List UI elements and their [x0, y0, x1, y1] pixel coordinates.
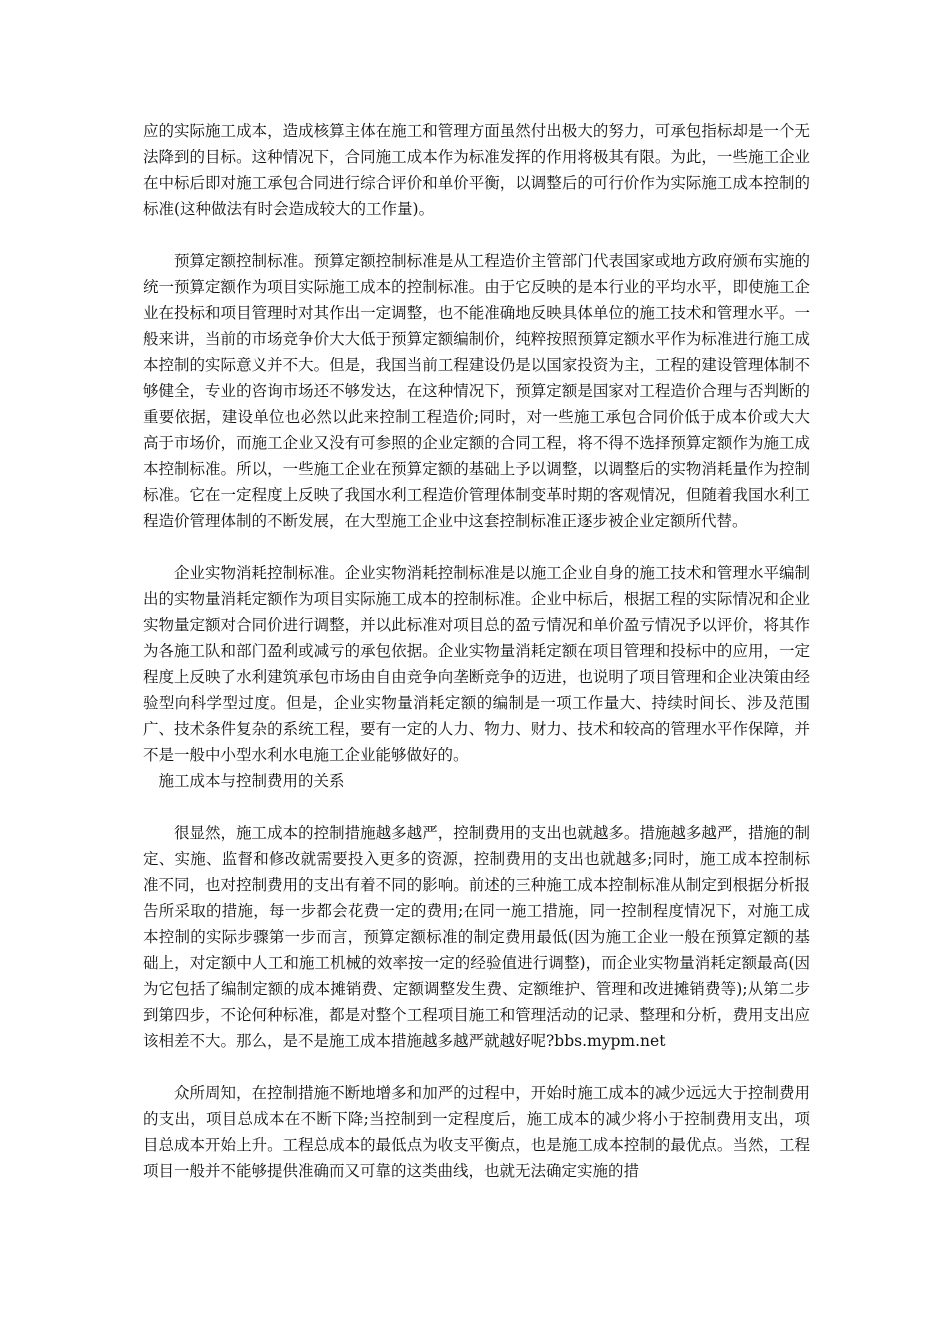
- paragraph-spacer: [143, 1054, 810, 1080]
- paragraph-spacer: [143, 794, 810, 820]
- paragraph-spacer: [143, 534, 810, 560]
- section-heading: 施工成本与控制费用的关系: [158, 772, 345, 790]
- paragraph-cost-control-relation: 很显然，施工成本的控制措施越多越严，控制费用的支出也就越多。措施越多越严，措施的制定、实施、监督和修改就需要投入更多的资源，控制费用的支出也就越多;同时，施工成本控制标准不同，也对控制费用的支出有着不同的影响。前述的三种施工成本控制标准从制定到根据分析报告所采取的措施，每一步都会花费一定的费用;在同一施工措施，同一控制程度情况下，对施工成本控制的实际步骤第一步而言，预算定额标准的制定费用最低(因为施工企业一般在预算定额的基础上，对定额中人工和施工机械的效率按一定的经验值进行调整)，而企业实物量消耗定额最高(因为它包括了编制定额的成本摊销费、定额调整发生费、定额维护、管理和改进摊销费等);从第二步到第四步，不论何种标准，都是对整个工程项目施工和管理活动的记录、整理和分析，费用支出应该相差不大。那么，是不是施工成本措施越多越严就越好呢?bbs.mypm.net: [143, 824, 810, 1050]
- paragraph-total-cost-curve: 众所周知，在控制措施不断地增多和加严的过程中，开始时施工成本的减少远远大于控制费用的支出，项目总成本在不断下降;当控制到一定程度后，施工成本的减少将小于控制费用支出，项目总成本开始上升。工程总成本的最低点为收支平衡点，也是施工成本控制的最优点。当然，工程项目一般并不能够提供准确而又可靠的这类曲线，也就无法确定实施的措: [143, 1084, 810, 1180]
- paragraph-budget-quota: 预算定额控制标准。预算定额控制标准是从工程造价主管部门代表国家或地方政府颁布实施的统一预算定额作为项目实际施工成本的控制标准。由于它反映的是本行业的平均水平，即使施工企业在投标和项目管理时对其作出一定调整，也不能准确地反映具体单位的施工技术和管理水平。一般来讲，当前的市场竞争价大大低于预算定额编制价，纯粹按照预算定额水平作为标准进行施工成本控制的实际意义并不大。但是，我国当前工程建设仍是以国家投资为主，工程的建设管理体制不够健全，专业的咨询市场还不够发达，在这种情况下，预算定额是国家对工程造价合理与否判断的重要依据，建设单位也必然以此来控制工程造价;同时，对一些施工承包合同价低于成本价或大大高于市场价，而施工企业又没有可参照的企业定额的合同工程，将不得不选择预算定额作为施工成本控制标准。所以，一些施工企业在预算定额的基础上予以调整，以调整后的实物消耗量作为控制标准。它在一定程度上反映了我国水利工程造价管理体制变革时期的客观情况，但随着我国水利工程造价管理体制的不断发展，在大型施工企业中这套控制标准正逐步被企业定额所代替。: [143, 252, 810, 530]
- paragraph-spacer: [143, 222, 810, 248]
- paragraph-contract-cost: 应的实际施工成本，造成核算主体在施工和管理方面虽然付出极大的努力，可承包指标却是一个无法降到的目标。这种情况下，合同施工成本作为标准发挥的作用将极其有限。为此，一些施工企业在中标后即对施工承包合同进行综合评价和单价平衡，以调整后的可行价作为实际施工成本控制的标准(这种做法有时会造成较大的工作量)。: [143, 122, 810, 218]
- document-body: [143, 118, 810, 1184]
- paragraph-enterprise-consumption: 企业实物消耗控制标准。企业实物消耗控制标准是以施工企业自身的施工技术和管理水平编制出的实物量消耗定额作为项目实际施工成本的控制标准。企业中标后，根据工程的实际情况和企业实物量定额对合同价进行调整，并以此标准对项目总的盈亏情况和单价盈亏情况予以评价，将其作为各施工队和部门盈利或减亏的承包依据。企业实物量消耗定额在项目管理和投标中的应用，一定程度上反映了水利建筑承包市场由自由竞争向垄断竞争的迈进，也说明了项目管理和企业决策由经验型向科学型过度。但是，企业实物量消耗定额的编制是一项工作量大、持续时间长、涉及范围广、技术条件复杂的系统工程，要有一定的人力、物力、财力、技术和较高的管理水平作保障，并不是一般中小型水利水电施工企业能够做好的。: [143, 564, 810, 764]
